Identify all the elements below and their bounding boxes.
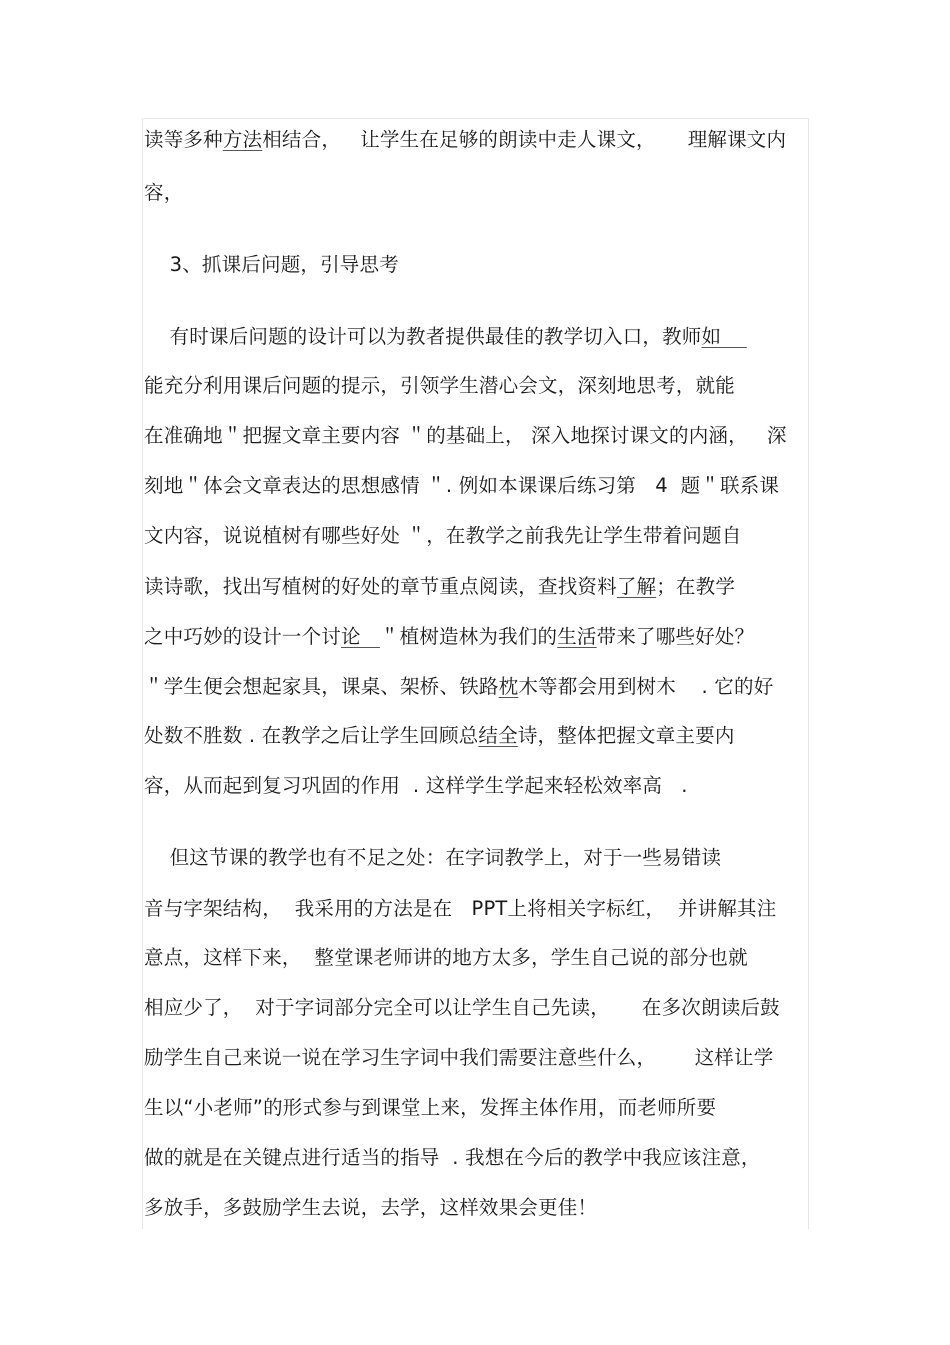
text-run: 相应少了， 对于字词部分完全可以让学生自己先读， 在多次朗读后鼓 <box>144 996 780 1019</box>
text-run: 之中巧妙的设计一个讨 <box>144 625 342 648</box>
text-line <box>144 180 183 206</box>
text-run: 读诗歌，找出写植树的好处的章节重点阅读，查找资料 <box>144 575 617 598</box>
text-line <box>144 523 741 549</box>
underlined-text: 如 <box>701 325 747 348</box>
text-run: 能充分利用课后问题的提示，引领学生潜心会文，深刻地思考，就能 <box>144 374 736 397</box>
text-line <box>144 423 787 449</box>
underlined-text: 论 <box>341 625 380 648</box>
underlined-text: 了解 <box>616 575 657 598</box>
text-line <box>144 324 747 350</box>
underlined-text: 结全 <box>478 724 518 747</box>
text-run: ＂植树造林为我们的 <box>379 625 558 648</box>
text-run: 在准确地＂把握文章主要内容 ＂的基础上， 深入地探讨课文的内涵， 深 <box>144 424 787 447</box>
text-run: 容， <box>144 181 184 204</box>
underlined-text: 方法 <box>222 128 263 151</box>
text-line <box>144 1095 716 1121</box>
text-line <box>144 723 735 749</box>
text-run: 文内容，说说植树有哪些好处 ＂，在教学之前我先让学生带着问题自 <box>144 524 742 547</box>
text-run: 刻地＂体会文章表达的思想感情 ＂. 例如本课课后练习第 4 题＂联系课 <box>144 474 780 497</box>
text-run: 但这节课的教学也有不足之处：在字词教学上，对于一些易错读 <box>144 846 722 869</box>
underlined-text: 生活 <box>557 625 597 648</box>
text-run: 多放手，多鼓励学生去说，去学，这样效果会更佳！ <box>144 1196 598 1219</box>
text-line <box>144 1145 761 1171</box>
text-run: ＂学生便会想起家具，课桌、架桥、铁路 <box>144 675 499 698</box>
text-line <box>144 252 399 278</box>
text-line <box>144 995 780 1021</box>
text-run: 做的就是在关键点进行适当的指导 . 我想在今后的教学中我应该注意， <box>144 1146 761 1169</box>
text-run: 带来了哪些好处？ <box>596 625 755 648</box>
text-line <box>144 896 776 922</box>
text-line <box>144 373 735 399</box>
text-line <box>144 945 748 971</box>
text-line <box>144 127 786 153</box>
text-line <box>144 473 779 499</box>
text-run: 相结合， 让学生在足够的朗读中走人课文， 理解课文内 <box>262 128 787 151</box>
text-line <box>144 574 735 600</box>
text-run: 容，从而起到复习巩固的作用 . 这样学生学起来轻松效率高 . <box>144 774 688 797</box>
text-run: 处数不胜数 . 在教学之后让学生回顾总 <box>144 724 479 747</box>
text-run: 木等都会用到树木 . 它的好 <box>518 675 774 698</box>
text-run: 音与字架结构， 我采用的方法是在 PPT上将相关字标红， 并讲解其注 <box>144 897 777 920</box>
underlined-text: 枕 <box>498 675 519 698</box>
text-line <box>144 845 721 871</box>
text-run: ；在教学 <box>656 575 736 598</box>
text-line <box>144 674 773 700</box>
text-run: 3、抓课后问题，引导思考 <box>144 253 399 276</box>
text-run: 生以“小老师”的形式参与到课堂上来，发挥主体作用，而老师所要 <box>144 1096 717 1119</box>
text-line <box>144 624 754 650</box>
text-run: 读等多种 <box>144 128 223 151</box>
text-run: 诗，整体把握文章主要内 <box>517 724 735 747</box>
text-run: 有时课后问题的设计可以为教者提供最佳的教学切入口，教师 <box>144 325 702 348</box>
text-run: 意点，这样下来， 整堂课老师讲的地方太多，学生自己说的部分也就 <box>144 946 748 969</box>
text-line <box>144 1045 773 1071</box>
text-line <box>144 1195 597 1221</box>
text-line <box>144 773 688 799</box>
text-run: 励学生自己来说一说在学习生字词中我们需要注意些什么， 这样让学 <box>144 1046 774 1069</box>
